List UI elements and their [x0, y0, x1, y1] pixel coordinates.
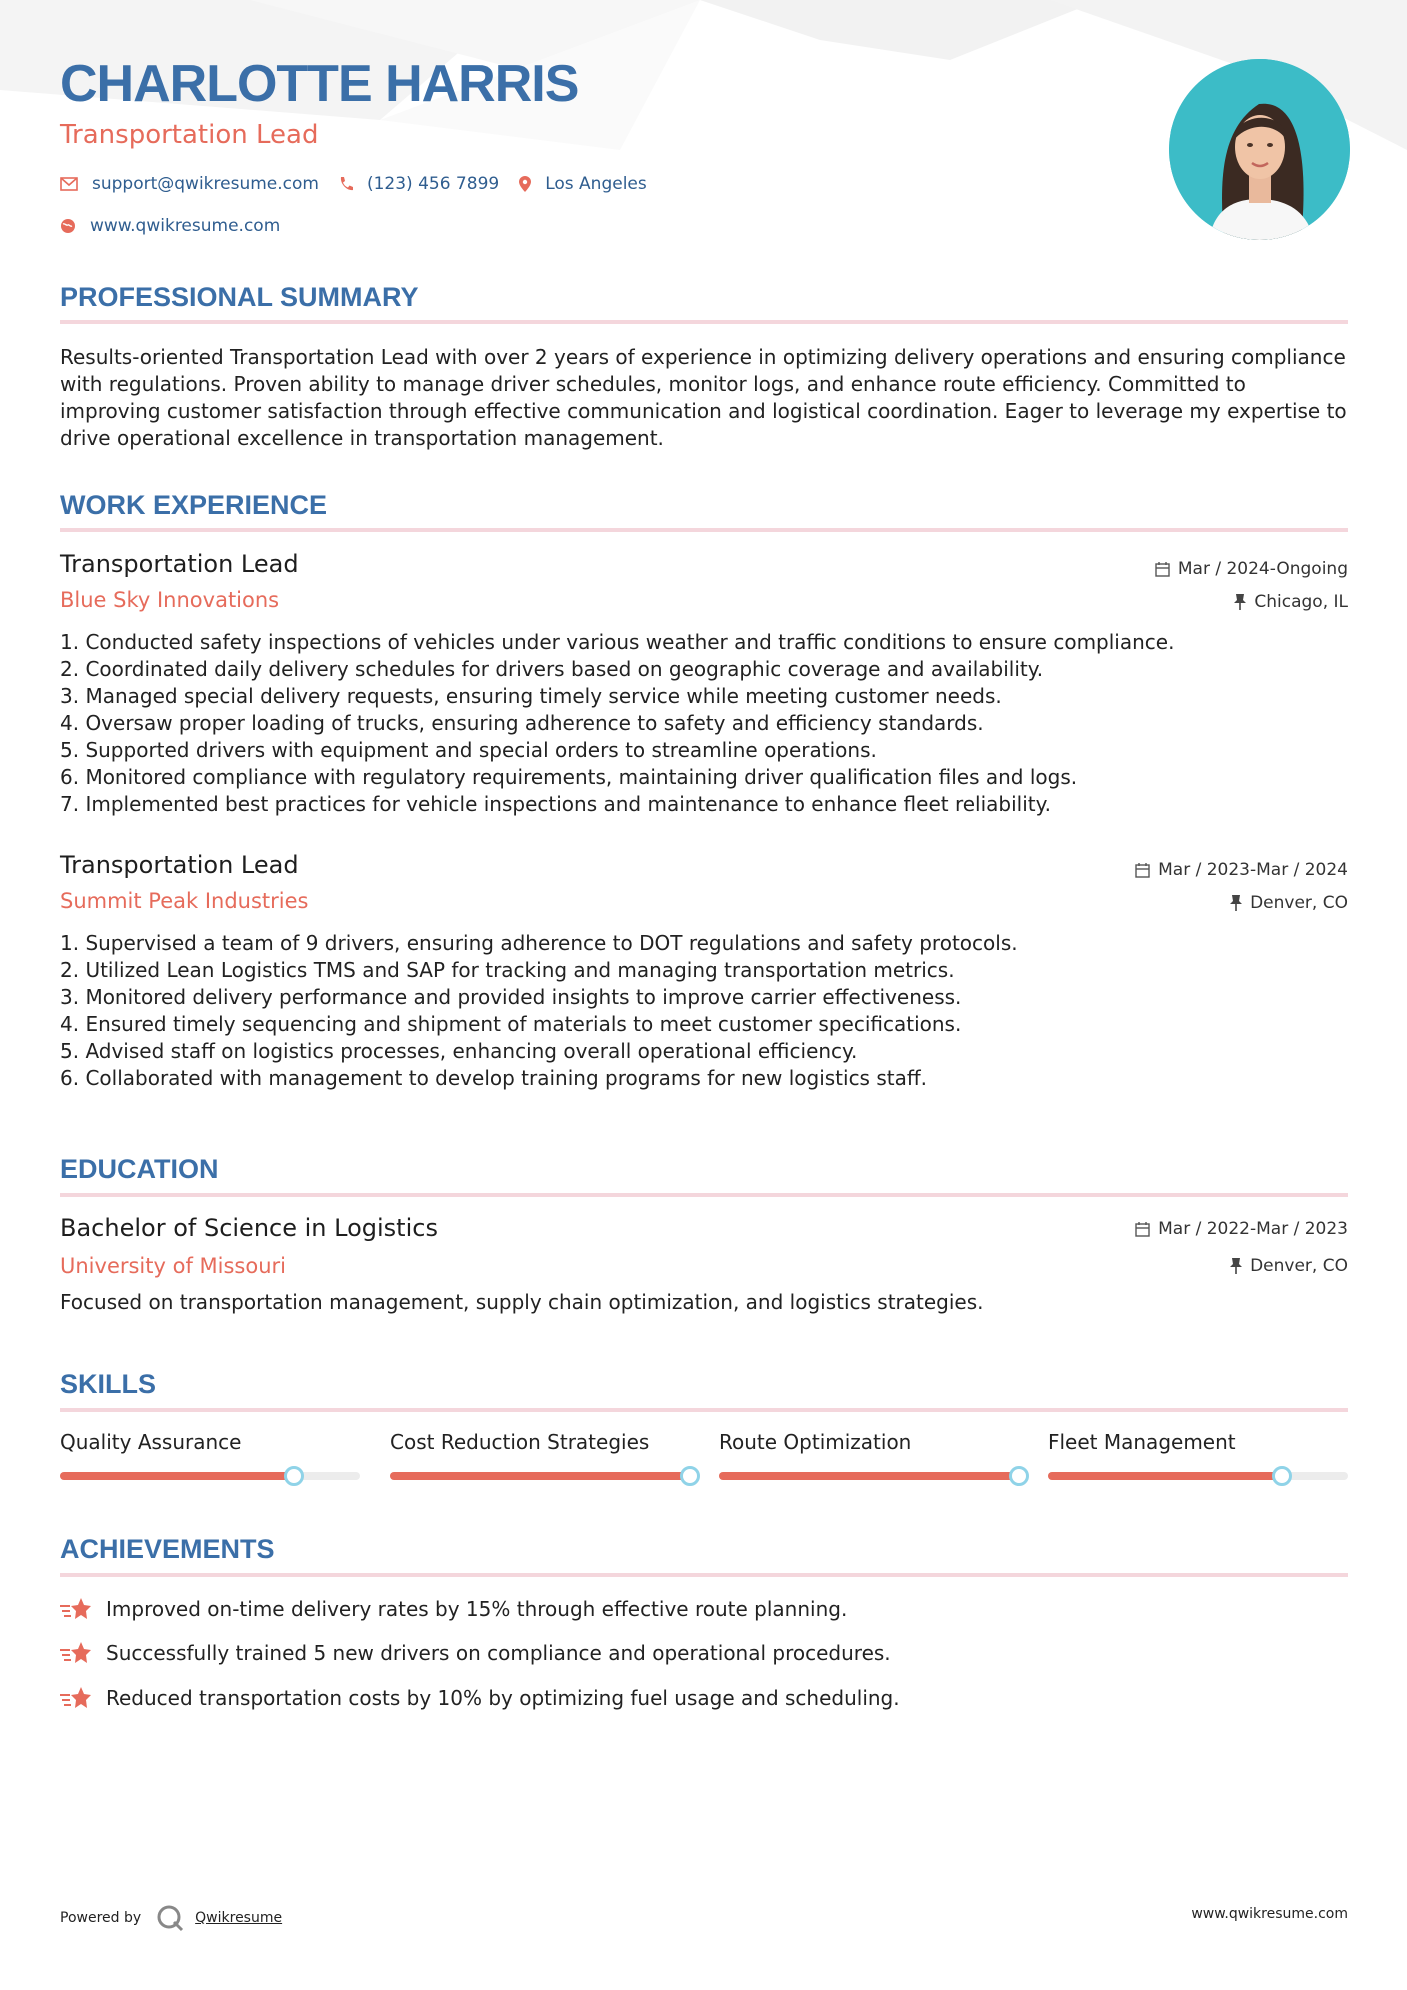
achievement-text: Successfully trained 5 new drivers on compliance and operational procedures. — [106, 1641, 891, 1665]
list-item: 6. Monitored compliance with regulatory requirements, maintaining driver qualification files and logs. — [60, 765, 1078, 789]
job-dates — [1155, 559, 1348, 579]
skill-item — [1048, 1430, 1348, 1480]
map-pin-icon — [519, 176, 531, 192]
skill-bar-fill — [390, 1472, 690, 1480]
contact-location — [519, 174, 647, 194]
star-icon — [60, 1685, 92, 1711]
pushpin-icon — [1230, 1258, 1242, 1274]
skill-bar-knob — [1272, 1466, 1292, 1486]
skill-label: Route Optimization — [719, 1430, 912, 1454]
job-company: Blue Sky Innovations — [60, 588, 280, 612]
pushpin-icon — [1234, 594, 1246, 610]
footer-powered-by — [60, 1903, 282, 1933]
skills-heading: SKILLS — [60, 1369, 157, 1399]
skill-item — [390, 1430, 690, 1480]
profile-photo — [1169, 59, 1350, 240]
skill-item — [719, 1430, 1019, 1480]
skill-bar — [719, 1472, 1019, 1480]
summary-divider — [60, 320, 1348, 324]
skill-bar-knob — [680, 1466, 700, 1486]
achievement-item — [60, 1640, 891, 1666]
job-location-text: Chicago, IL — [1254, 592, 1348, 612]
star-icon — [60, 1596, 92, 1622]
job-location — [1230, 893, 1348, 913]
qwikresume-logo-icon — [155, 1903, 185, 1933]
skill-label: Cost Reduction Strategies — [390, 1430, 650, 1454]
skill-bar-fill — [60, 1472, 294, 1480]
job-dates-text: Mar / 2024-Ongoing — [1177, 559, 1348, 579]
job-location-text: Denver, CO — [1250, 893, 1348, 913]
job-dates — [1135, 860, 1348, 880]
globe-icon — [60, 218, 76, 234]
job-location — [1234, 592, 1348, 612]
achievement-text: Reduced transportation costs by 10% by optimizing fuel usage and scheduling. — [106, 1686, 900, 1710]
job-responsibilities — [60, 930, 1348, 1092]
contact-email[interactable] — [60, 174, 319, 194]
skill-bar-fill — [1048, 1472, 1282, 1480]
candidate-name: CHARLOTTE HARRIS — [60, 55, 579, 113]
list-item: 6. Collaborated with management to develop training programs for new logistics staff. — [60, 1066, 927, 1090]
list-item: 5. Advised staff on logistics processes, enhancing overall operational efficiency. — [60, 1039, 858, 1063]
education-location-text: Denver, CO — [1250, 1256, 1348, 1276]
skill-item — [60, 1430, 360, 1480]
brand-link[interactable]: Qwikresume — [195, 1910, 283, 1926]
skill-bar — [390, 1472, 690, 1480]
list-item: 1. Conducted safety inspections of vehicles under various weather and traffic conditions to ensure compliance. — [60, 630, 1175, 654]
summary-heading: PROFESSIONAL SUMMARY — [60, 282, 419, 312]
list-item: 1. Supervised a team of 9 drivers, ensuring adherence to DOT regulations and safety protocols. — [60, 931, 1018, 955]
list-item: 4. Oversaw proper loading of trucks, ensuring adherence to safety and efficiency standards. — [60, 711, 984, 735]
calendar-icon — [1135, 1222, 1150, 1237]
education-dates — [1135, 1219, 1348, 1239]
job-dates-text: Mar / 2023-Mar / 2024 — [1158, 860, 1348, 880]
location-text: Los Angeles — [545, 174, 647, 194]
job-company: Summit Peak Industries — [60, 889, 309, 913]
achievement-item — [60, 1685, 900, 1711]
pushpin-icon — [1230, 895, 1242, 911]
skill-bar — [60, 1472, 360, 1480]
candidate-role: Transportation Lead — [60, 120, 319, 150]
footer-website[interactable]: www.qwikresume.com — [1191, 1906, 1348, 1922]
list-item: 5. Supported drivers with equipment and special orders to streamline operations. — [60, 738, 877, 762]
portrait-illustration — [1169, 59, 1350, 240]
achievements-divider — [60, 1573, 1348, 1577]
contact-phone[interactable] — [339, 174, 499, 194]
skills-divider — [60, 1408, 1348, 1412]
education-heading: EDUCATION — [60, 1154, 219, 1184]
list-item: 4. Ensured timely sequencing and shipment of materials to meet customer specifications. — [60, 1012, 962, 1036]
education-location — [1230, 1256, 1348, 1276]
star-icon — [60, 1640, 92, 1666]
contact-website[interactable] — [60, 216, 280, 236]
phone-text: (123) 456 7899 — [366, 174, 500, 194]
skill-label: Fleet Management — [1048, 1430, 1236, 1454]
achievement-text: Improved on-time delivery rates by 15% through effective route planning. — [106, 1597, 848, 1621]
list-item: 3. Managed special delivery requests, ensuring timely service while meeting customer needs. — [60, 684, 1002, 708]
experience-divider — [60, 528, 1348, 532]
website-text: www.qwikresume.com — [90, 216, 281, 236]
list-item: 7. Implemented best practices for vehicle inspections and maintenance to enhance fleet reliability. — [60, 792, 1051, 816]
calendar-icon — [1155, 562, 1170, 577]
job-title: Transportation Lead — [60, 851, 299, 879]
education-divider — [60, 1193, 1348, 1197]
education-dates-text: Mar / 2022-Mar / 2023 — [1158, 1219, 1348, 1239]
job-title: Transportation Lead — [60, 550, 299, 578]
email-text: support@qwikresume.com — [92, 174, 319, 194]
list-item: 2. Utilized Lean Logistics TMS and SAP for tracking and managing transportation metrics. — [60, 958, 955, 982]
skill-bar — [1048, 1472, 1348, 1480]
experience-heading: WORK EXPERIENCE — [60, 490, 328, 520]
achievements-heading: ACHIEVEMENTS — [60, 1534, 275, 1564]
summary-text: Results-oriented Transportation Lead with over 2 years of experience in optimizing delivery operations and ensuring compliance with regulations. Proven ability to manage driver schedules, monitor logs, and enhance route efficiency. Committed to improving customer satisfaction through effective communication and logistical coordination. Eager to leverage my expertise to drive operational excellence in transportation management. — [60, 345, 1347, 450]
skill-bar-fill — [719, 1472, 1019, 1480]
education-description: Focused on transportation management, supply chain optimization, and logistics strategies. — [60, 1290, 984, 1314]
school-name: University of Missouri — [60, 1254, 286, 1278]
job-responsibilities — [60, 629, 1348, 818]
powered-by-label: Powered by — [60, 1910, 142, 1926]
envelope-icon — [60, 177, 78, 191]
contact-row-2 — [60, 216, 300, 236]
skill-bar-knob — [1009, 1466, 1029, 1486]
skill-bar-knob — [284, 1466, 304, 1486]
calendar-icon — [1135, 863, 1150, 878]
list-item: 3. Monitored delivery performance and provided insights to improve carrier effectiveness. — [60, 985, 962, 1009]
list-item: 2. Coordinated daily delivery schedules for drivers based on geographic coverage and availability. — [60, 657, 1044, 681]
degree-title: Bachelor of Science in Logistics — [60, 1214, 438, 1242]
achievement-item — [60, 1596, 847, 1622]
skill-label: Quality Assurance — [60, 1430, 242, 1454]
contact-row-1 — [60, 174, 667, 194]
phone-icon — [339, 176, 353, 192]
